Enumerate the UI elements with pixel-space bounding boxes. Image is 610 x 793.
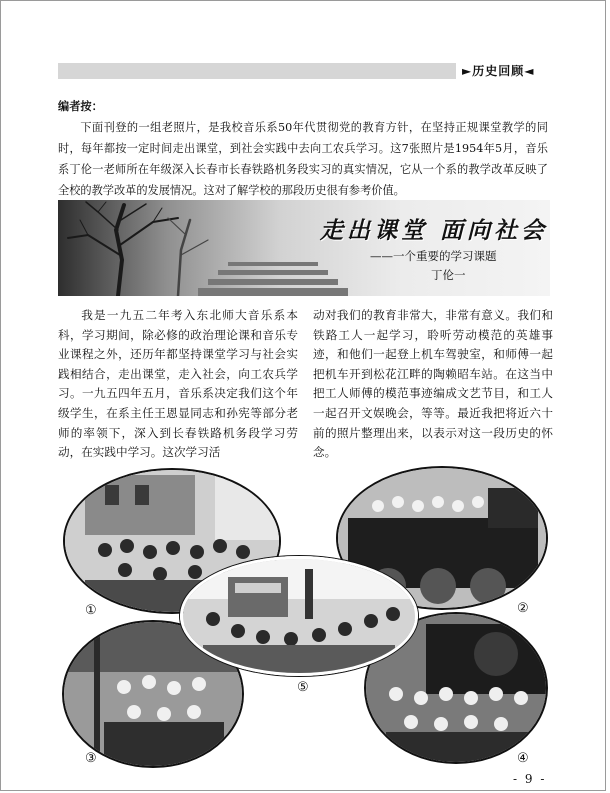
banner-subtitle: ——一个重要的学习课题 <box>370 249 497 263</box>
editor-note-label: 编者按： <box>58 99 103 113</box>
editor-note <box>58 96 548 201</box>
photo-number-4: ④ <box>517 751 529 766</box>
article-text-right: 动对我们的教育非常大，非常有意义。我们和铁路工人一起学习，聆听劳动模范的英雄事迹，和他们一起登上机车驾驶室，和师傅一起把机车开到松花江畔的陶赖昭车站。在这当中把工人师傅的模范事迹编成文艺节目，和工人一起召开文娱晚会，等等。最近我把将近六十前的照片整理出来，以表示对这一段历史的怀念。 <box>313 308 553 460</box>
article-column-right <box>313 306 553 463</box>
section-label: ►历史回顾◄ <box>462 64 535 78</box>
photo-number-2: ② <box>517 601 529 616</box>
header-bar <box>58 63 456 79</box>
photo-number-3: ③ <box>85 751 97 766</box>
title-banner <box>58 200 550 296</box>
editor-note-text: 下面刊登的一组老照片，是我校音乐系50年代贯彻党的教育方针，在坚持正规课堂教学的同时，每年都按一定时间走出课堂，到社会实践中去向工农兵学习。这7张照片是1954年5月，音乐系丁伦一老师所在年级深入长春市长春铁路机务段实习的真实情况，它从一个系的教学改革反映了全校的教学改革的发展情况。这对了解学校的那段历史很有参考价值。 <box>58 121 548 197</box>
article-column-left <box>58 306 298 463</box>
banner-title: 走出课堂 面向社会 <box>320 218 549 244</box>
photo-number-5: ⑤ <box>297 680 309 695</box>
banner-author: 丁伦一 <box>431 268 466 282</box>
photo-number-1: ① <box>85 603 97 618</box>
page-number: - 9 - <box>513 772 547 786</box>
photo-study-session <box>180 556 418 676</box>
article-text-left: 我是一九五二年考入东北师大音乐系本科，学习期间，除必修的政治理论课和音乐专业课程之外，还历年都坚持课堂学习与社会实践相结合，走出课堂，走入社会，向工农兵学习。一九五四年五月，音乐系决定我们这个年级学生，在系主任王恩显同志和孙宪等部分老师的率领下，深入到长春铁路机务段学习劳动，在实践中学习。这次学习活 <box>58 308 298 460</box>
